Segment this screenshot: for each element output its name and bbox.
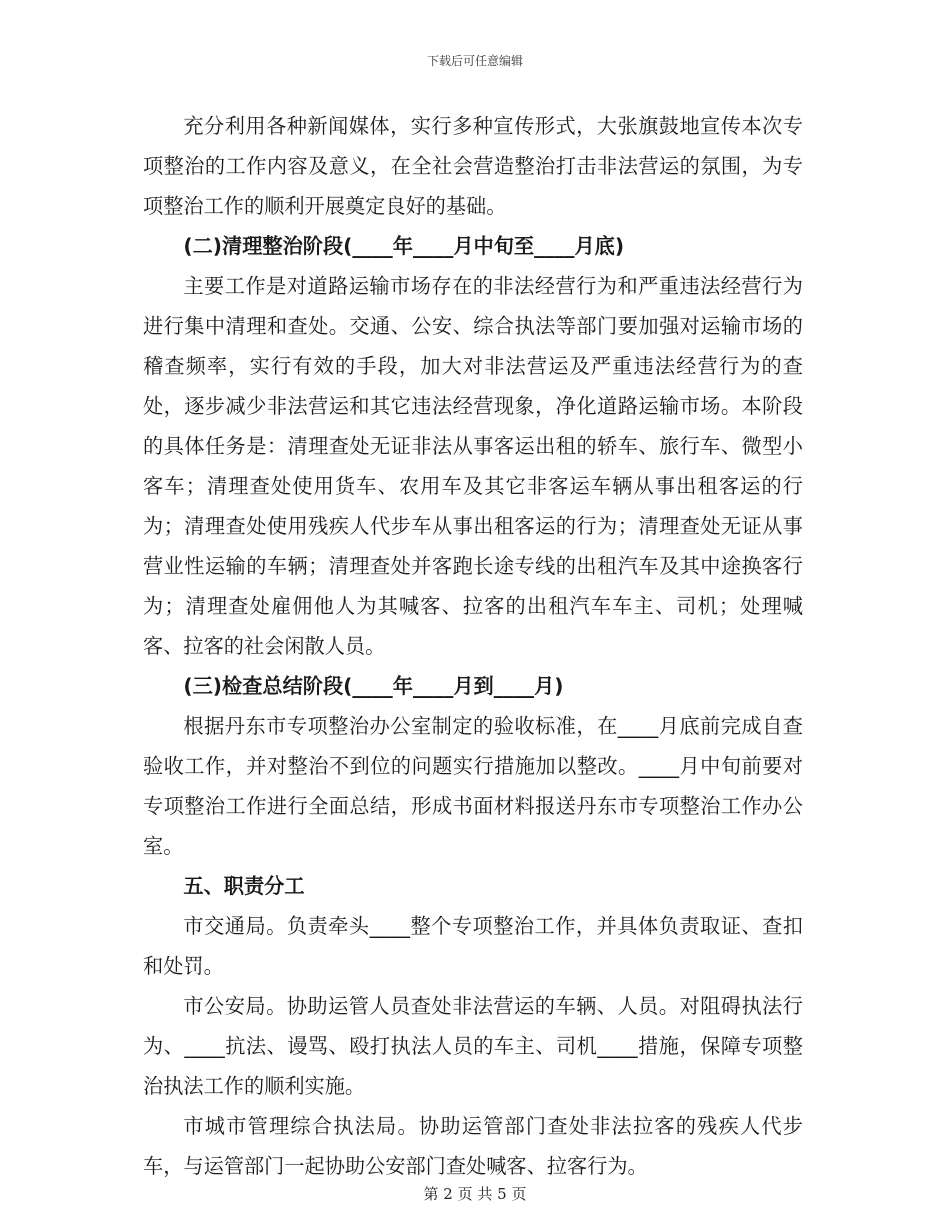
paragraph-stage-three: 根据丹东市专项整治办公室制定的验收标准，在____月底前完成自查验收工作，并对整治不到位的问题实行措施加以整改。____月中旬前要对专项整治工作进行全面总结，形成书面材料报送丹东市专项整治工作办公室。 (143, 714, 803, 858)
document-body (143, 106, 803, 1186)
page-header: 下载后可任意编辑 (426, 54, 523, 68)
paragraph-stage-two: 主要工作是对道路运输市场存在的非法经营行为和严重违法经营行为进行集中清理和查处。交通、公安、综合执法等部门要加强对运输市场的稽查频率，实行有效的手段，加大对非法营运及严重违法经营行为的查处，逐步减少非法营运和其它违法经营现象，净化道路运输市场。本阶段的具体任务是：清理查处无证非法从事客运出租的轿车、旅行车、微型小客车；清理查处使用货车、农用车及其它非客运车辆从事出租客运的行为；清理查处使用残疾人代步车从事出租客运的行为；清理查处无证从事营业性运输的车辆；清理查处并客跑长途专线的出租汽车及其中途换客行为；清理查处雇佣他人为其喊客、拉客的出租汽车车主、司机；处理喊客、拉客的社会闲散人员。 (143, 274, 803, 658)
heading-stage-three: (三)检查总结阶段(____年____月到____月) (183, 674, 564, 698)
paragraph-urban-management: 市城市管理综合执法局。协助运管部门查处非法拉客的残疾人代步车，与运管部门一起协助公安部门查处喊客、拉客行为。 (143, 1114, 803, 1178)
paragraph-transport-bureau: 市交通局。负责牵头____整个专项整治工作，并具体负责取证、查扣和处罚。 (143, 914, 803, 978)
paragraph-publicity: 充分利用各种新闻媒体，实行多种宣传形式，大张旗鼓地宣传本次专项整治的工作内容及意义，在全社会营造整治打击非法营运的氛围，为专项整治工作的顺利开展奠定良好的基础。 (143, 114, 803, 218)
heading-stage-two: (二)清理整治阶段(____年____月中旬至____月底) (183, 234, 625, 258)
paragraph-public-security: 市公安局。协助运管人员查处非法营运的车辆、人员。对阻碍执法行为、____抗法、谩骂、殴打执法人员的车主、司机____措施，保障专项整治执法工作的顺利实施。 (143, 994, 803, 1098)
page-footer: 第 2 页 共 5 页 (423, 1185, 527, 1203)
heading-responsibilities: 五、职责分工 (183, 874, 305, 898)
